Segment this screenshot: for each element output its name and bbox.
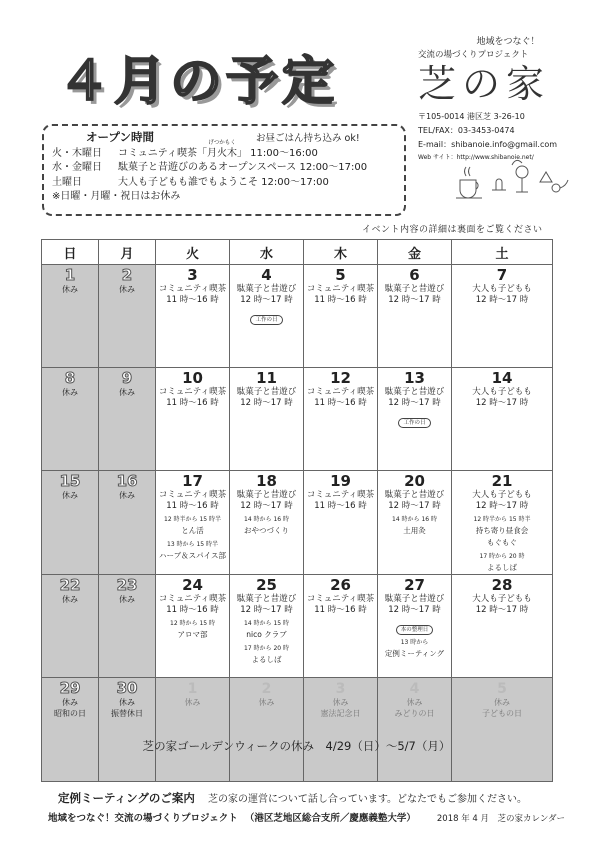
calendar-day-cell [42, 368, 99, 471]
special-day-badge: 工作の日 [250, 315, 282, 325]
day-status: 休み [184, 698, 201, 707]
footer-org: （港区芝地区総合支所／慶應義塾大学） [244, 813, 416, 824]
day-number: 27 [404, 576, 425, 594]
closed-days-note: ※日曜・月曜・祝日はお休み [52, 191, 181, 202]
calendar-day-cell [304, 368, 378, 471]
calendar-day-cell [156, 368, 230, 471]
calendar-day-cell [99, 575, 156, 678]
day-schedule: 11 時〜16 時 [314, 501, 367, 511]
lunch-note: お昼ごはん持ち込み ok! [256, 133, 360, 144]
day-schedule: 11 時〜16 時 [314, 398, 367, 408]
day-schedule: 大人も子どもも [472, 594, 532, 604]
event-time: 17 時から 20 時 [479, 553, 525, 560]
event-name: もぐもぐ [487, 538, 517, 547]
day-number: 2 [261, 681, 272, 697]
day-schedule: コミュニティ喫茶 [158, 284, 227, 294]
day-schedule: 大人も子どもも [472, 490, 532, 500]
calendar-day-cell [378, 471, 452, 575]
day-schedule: 11 時〜16 時 [166, 605, 219, 615]
day-number: 6 [409, 266, 420, 284]
calendar-day-cell [452, 368, 553, 471]
day-schedule: 駄菓子と昔遊び [236, 387, 297, 397]
day-schedule: 駄菓子と昔遊び [384, 594, 445, 604]
day-schedule: コミュニティ喫茶 [306, 387, 375, 397]
cafe-name-ruby: げつかもく [208, 139, 236, 146]
calendar-day-cell [230, 471, 304, 575]
event-name: よるしば [487, 563, 517, 572]
day-schedule: 11 時〜16 時 [314, 605, 367, 615]
day-schedule: 駄菓子と昔遊び [384, 490, 445, 500]
calendar-day-cell [230, 575, 304, 678]
cafe-illustration-icon [452, 150, 572, 200]
day-number: 15 [59, 472, 81, 490]
day-number: 26 [330, 576, 351, 594]
event-details-note: イベント内容の詳細は裏面をご覧ください [362, 225, 543, 235]
day-schedule: コミュニティ喫茶 [158, 594, 227, 604]
footer-calendar-label: 2018 年 4 月 芝の家カレンダー [436, 814, 565, 824]
day-number: 21 [491, 472, 513, 490]
day-status: 休み [62, 595, 78, 604]
footer-project: 地域をつなぐ！交流の場づくりプロジェクト [48, 813, 238, 824]
calendar-day-cell [42, 265, 99, 368]
event-time: 17 時から 20 時 [244, 645, 289, 652]
day-status: 憲法記念日 [320, 709, 361, 718]
cafe-name-text: 月火木 [207, 147, 237, 159]
open-row-wed-fri [52, 161, 396, 176]
event-time: 13 時から [400, 639, 429, 646]
calendar-week-row [42, 575, 553, 678]
event-name: 定例ミーティング [384, 649, 445, 658]
day-schedule: 12 時〜17 時 [240, 398, 293, 408]
weekday-thu: 木 [304, 240, 378, 265]
open-hours-box [42, 124, 406, 216]
day-number: 1 [187, 681, 198, 697]
calendar-day-cell [156, 678, 230, 782]
weekday-header-row [42, 240, 553, 265]
brand-tagline: 地域をつなぐ！ [476, 37, 540, 47]
day-status: 振替休日 [111, 709, 143, 718]
day-status: 休み [119, 698, 135, 707]
day-status: 休み [258, 698, 275, 707]
brand-website: Web サイト：http://www.shibanoie.net/ [418, 154, 534, 161]
open-row-day: 土曜日 [52, 176, 82, 188]
event-name: よるしば [251, 655, 282, 664]
day-number: 14 [491, 369, 513, 387]
day-status: 休み [119, 491, 135, 500]
calendar-day-cell [99, 471, 156, 575]
day-schedule: コミュニティ喫茶 [158, 490, 227, 500]
day-number: 4 [409, 681, 420, 697]
day-number: 2 [121, 266, 133, 284]
day-number: 25 [256, 576, 277, 594]
page-title: ４月の予定 [58, 52, 339, 112]
day-schedule: 11 時〜16 時 [166, 398, 219, 408]
day-schedule: 12 時〜17 時 [475, 295, 529, 305]
footer [48, 810, 565, 824]
day-number: 18 [256, 472, 277, 490]
event-time: 12 時半から 15 時半 [473, 516, 531, 523]
day-schedule: 12 時〜17 時 [475, 398, 529, 408]
calendar-day-cell [378, 368, 452, 471]
calendar-day-cell [230, 678, 304, 782]
day-number: 10 [182, 369, 203, 387]
special-day-badge: 本の整理日 [396, 625, 434, 635]
weekday-wed: 水 [230, 240, 304, 265]
event-name: nico クラブ [246, 630, 287, 639]
open-row-text: 駄菓子と昔遊びのあるオープンスペース 12:00〜17:00 [118, 162, 368, 173]
open-row-day: 水・金曜日 [52, 162, 102, 173]
calendar-day-cell [452, 575, 553, 678]
open-hours-title: オープン時間 [86, 130, 154, 144]
calendar-day-cell [99, 265, 156, 368]
day-status: 休み [62, 698, 78, 707]
event-time: 14 時から 15 時 [244, 620, 289, 627]
weekday-fri: 金 [378, 240, 452, 265]
day-schedule: 12 時〜17 時 [475, 605, 529, 615]
day-status: 休み [62, 491, 78, 500]
weekday-tue: 火 [156, 240, 230, 265]
open-row-text: 大人も子どもも誰でもようこそ 12:00〜17:00 [118, 176, 329, 188]
meeting-text: 芝の家の運営について話し合っています。どなたでもご参加ください。 [208, 794, 528, 805]
event-name: 持ち寄り昼食会 [475, 526, 529, 535]
event-name: とん活 [181, 526, 204, 535]
calendar-day-cell [452, 471, 553, 575]
calendar-day-cell [378, 575, 452, 678]
day-status: 子どもの日 [482, 709, 522, 718]
day-number: 24 [182, 576, 203, 594]
day-schedule: 駄菓子と昔遊び [236, 284, 297, 294]
calendar-week-row [42, 265, 553, 368]
event-time: 12 時半から 15 時半 [164, 516, 221, 523]
day-schedule: 12 時〜17 時 [388, 295, 441, 305]
calendar-day-cell [99, 368, 156, 471]
day-schedule: 12 時〜17 時 [388, 501, 441, 511]
day-number: 17 [182, 472, 203, 490]
day-schedule: 大人も子どもも [472, 387, 532, 397]
special-day-badge: 工作の日 [398, 418, 430, 428]
day-number: 19 [330, 472, 351, 490]
day-number: 7 [496, 266, 508, 284]
day-schedule: 12 時〜17 時 [240, 501, 293, 511]
day-schedule: 12 時〜17 時 [388, 605, 441, 615]
calendar-day-cell [42, 678, 99, 782]
day-number: 12 [330, 369, 351, 387]
day-number: 11 [256, 369, 277, 387]
day-number: 9 [121, 369, 133, 387]
day-schedule: 11 時〜16 時 [314, 295, 367, 305]
calendar-day-cell [452, 265, 553, 368]
brand-email: E-mail：shibanoie.info@gmail.com [418, 140, 558, 149]
day-number: 8 [64, 369, 76, 387]
day-schedule: 12 時〜17 時 [388, 398, 441, 408]
calendar-day-cell [378, 678, 452, 782]
day-status: 休み [119, 285, 135, 294]
event-time: 13 時から 15 時半 [167, 541, 218, 548]
day-number: 3 [187, 266, 198, 284]
brand-address: 〒105-0014 港区芝 3-26-10 [418, 112, 525, 121]
weekday-mon: 月 [99, 240, 156, 265]
calendar-day-cell [156, 265, 230, 368]
calendar-day-cell [304, 471, 378, 575]
calendar-day-cell [156, 575, 230, 678]
day-schedule: 11 時〜16 時 [166, 295, 219, 305]
day-schedule: 駄菓子と昔遊び [384, 284, 445, 294]
day-number: 23 [116, 576, 138, 594]
brand-block [418, 34, 588, 164]
event-name: おやつづくり [244, 526, 289, 535]
day-status: 休み [494, 698, 510, 707]
weekday-sat: 土 [452, 240, 553, 265]
day-status: 休み [406, 698, 423, 707]
open-row-sat [52, 176, 396, 191]
day-number: 22 [59, 576, 81, 594]
day-number: 13 [404, 369, 425, 387]
calendar-day-cell [304, 678, 378, 782]
brand-logo: 芝の家 [418, 62, 551, 106]
day-status: みどりの日 [394, 709, 435, 718]
day-number: 3 [335, 681, 346, 697]
day-schedule: コミュニティ喫茶 [306, 594, 375, 604]
day-schedule: 大人も子どもも [472, 284, 532, 294]
calendar-day-cell [304, 265, 378, 368]
event-time: 14 時から 16 時 [392, 516, 437, 523]
calendar-day-cell [452, 678, 553, 782]
event-name: アロマ部 [177, 630, 208, 639]
event-time: 14 時から 16 時 [244, 516, 289, 523]
calendar-day-cell [42, 471, 99, 575]
day-number: 28 [491, 576, 513, 594]
day-schedule: 12 時〜17 時 [475, 501, 529, 511]
day-number: 5 [497, 681, 507, 697]
meeting-info [58, 790, 527, 806]
event-time: 12 時から 15 時 [170, 620, 215, 627]
calendar-day-cell [378, 265, 452, 368]
day-number: 16 [116, 472, 138, 490]
calendar-day-cell [42, 575, 99, 678]
open-row-day: 火・木曜日 [52, 147, 102, 159]
day-number: 1 [64, 266, 76, 284]
day-schedule: 12 時〜17 時 [240, 295, 293, 305]
golden-week-banner: 芝の家ゴールデンウィークの休み 4/29（日）〜5/7（月） [142, 739, 451, 753]
day-schedule: コミュニティ喫茶 [306, 490, 375, 500]
brand-telfax: TEL/FAX：03-3453-0474 [418, 126, 515, 135]
calendar-day-cell [230, 368, 304, 471]
calendar-week-row [42, 471, 553, 575]
open-row-tue-thu [52, 139, 396, 162]
day-status: 休み [119, 595, 135, 604]
day-number: 20 [404, 472, 425, 490]
calendar-day-cell [99, 678, 156, 782]
day-schedule: 駄菓子と昔遊び [384, 387, 445, 397]
day-status: 休み [119, 388, 135, 397]
day-schedule: コミュニティ喫茶 [158, 387, 227, 397]
day-schedule: 駄菓子と昔遊び [236, 490, 297, 500]
event-name: ハーブ＆スパイス部 [158, 551, 227, 560]
day-number: 4 [261, 266, 272, 284]
event-name: 土用灸 [403, 526, 426, 535]
meeting-title: 定例ミーティングのご案内 [58, 791, 195, 805]
calendar-week-row [42, 368, 553, 471]
calendar-day-cell [304, 575, 378, 678]
calendar-day-cell [230, 265, 304, 368]
day-status: 休み [62, 285, 78, 294]
day-schedule: 11 時〜16 時 [166, 501, 219, 511]
calendar-week-row [42, 678, 553, 782]
day-status: 休み [332, 698, 349, 707]
day-schedule: 12 時〜17 時 [240, 605, 293, 615]
open-row-text: コミュニティ喫茶「 [118, 147, 207, 159]
open-row-hours: 」 11:00〜16:00 [237, 147, 318, 159]
calendar-grid [41, 239, 553, 782]
day-status: 昭和の日 [54, 709, 86, 718]
day-number: 29 [59, 679, 81, 697]
day-number: 5 [335, 266, 346, 284]
day-number: 30 [116, 679, 138, 697]
cafe-name [207, 139, 237, 162]
day-schedule: 駄菓子と昔遊び [236, 594, 297, 604]
calendar-day-cell [156, 471, 230, 575]
day-status: 休み [62, 388, 78, 397]
brand-subtitle: 交流の場づくりプロジェクト [418, 50, 529, 60]
weekday-sun: 日 [42, 240, 99, 265]
day-schedule: コミュニティ喫茶 [306, 284, 375, 294]
